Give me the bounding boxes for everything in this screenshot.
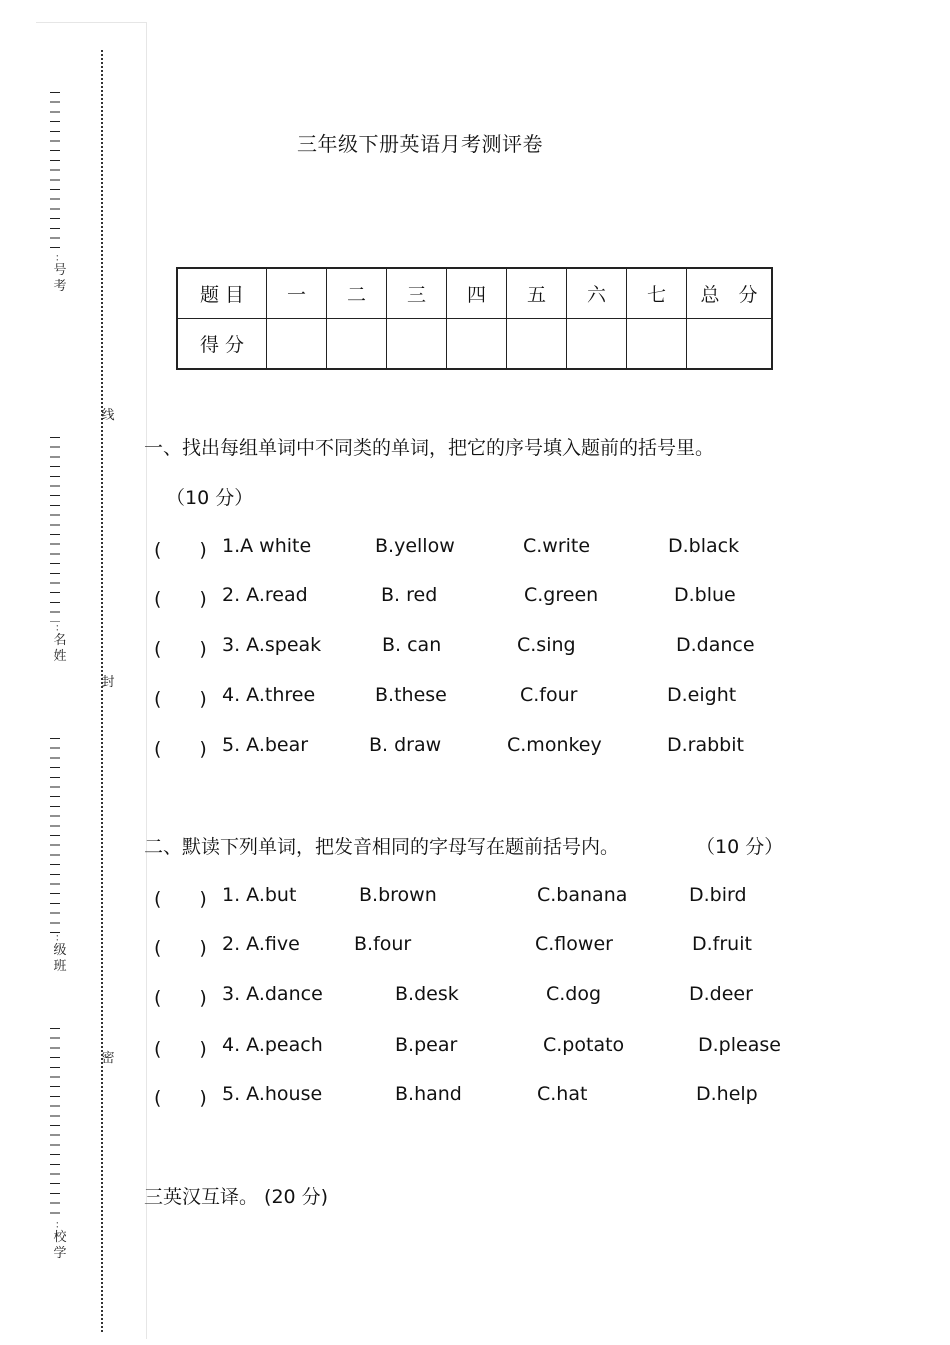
option-a: 4. A.peach <box>222 1034 323 1056</box>
option-a: 4. A.three <box>222 684 316 706</box>
score-cell-7[interactable] <box>627 319 687 370</box>
option-c: C.banana <box>537 884 628 906</box>
section-2-heading: 二、默读下列单词，把发音相同的字母写在题前括号内。 <box>144 836 620 858</box>
header-cell-7: 七 <box>627 268 687 319</box>
score-row-label: 得 分 <box>177 319 267 370</box>
header-cell-4: 四 <box>447 268 507 319</box>
option-c: C.sing <box>517 634 576 656</box>
header-cell-5: 五 <box>507 268 567 319</box>
score-table-header-row <box>177 268 772 319</box>
score-cell-2[interactable] <box>327 319 387 370</box>
seal-char-secret: 密 <box>101 1051 115 1066</box>
binding-dotted-line <box>101 50 103 1332</box>
header-cell-item: 题 目 <box>177 268 267 319</box>
answer-bracket[interactable]: ( ) <box>154 1038 207 1060</box>
option-a: 1. A.but <box>222 884 297 906</box>
option-d: D.help <box>696 1083 758 1105</box>
page-title: 三年级下册英语月考测评卷 <box>297 132 543 156</box>
seal-char-seal: 封 <box>101 675 115 690</box>
answer-bracket[interactable]: ( ) <box>154 638 207 660</box>
option-c: C.potato <box>543 1034 625 1056</box>
option-a: 2. A.read <box>222 584 308 606</box>
option-c: C.hat <box>537 1083 588 1105</box>
school-blank <box>50 1028 60 1218</box>
option-b: B.pear <box>395 1034 458 1056</box>
option-b: B.four <box>354 933 412 955</box>
section-2-points: （10 分） <box>696 836 784 858</box>
header-cell-1: 一 <box>267 268 327 319</box>
option-a: 5. A.bear <box>222 734 309 756</box>
answer-bracket[interactable]: ( ) <box>154 1087 207 1109</box>
score-table-score-row <box>177 319 772 370</box>
option-d: D.blue <box>674 584 736 606</box>
option-d: D.black <box>668 535 740 557</box>
option-b: B.these <box>375 684 447 706</box>
option-c: C.dog <box>546 983 602 1005</box>
header-cell-3: 三 <box>387 268 447 319</box>
option-d: D.bird <box>689 884 747 906</box>
option-b: B.yellow <box>375 535 455 557</box>
option-d: D.eight <box>667 684 737 706</box>
option-c: C.flower <box>535 933 613 955</box>
answer-bracket[interactable]: ( ) <box>154 937 207 959</box>
section-1-points: （10 分） <box>166 487 254 509</box>
option-c: C.green <box>524 584 599 606</box>
option-c: C.four <box>520 684 578 706</box>
option-b: B. red <box>381 584 438 606</box>
answer-bracket[interactable]: ( ) <box>154 888 207 910</box>
class-label: ： 级班 <box>53 933 67 974</box>
answer-bracket[interactable]: ( ) <box>154 987 207 1009</box>
option-d: D.rabbit <box>667 734 744 756</box>
header-cell-6: 六 <box>567 268 627 319</box>
answer-bracket[interactable]: ( ) <box>154 738 207 760</box>
option-b: B. draw <box>369 734 442 756</box>
option-a: 2. A.five <box>222 933 300 955</box>
option-b: B.desk <box>395 983 459 1005</box>
seal-char-line: 线 <box>101 408 115 423</box>
option-c: C.monkey <box>507 734 602 756</box>
score-cell-4[interactable] <box>447 319 507 370</box>
option-d: D.please <box>698 1034 781 1056</box>
answer-bracket[interactable]: ( ) <box>154 688 207 710</box>
option-b: B.hand <box>395 1083 462 1105</box>
exam-number-blank <box>50 92 60 252</box>
option-c: C.write <box>523 535 591 557</box>
score-cell-6[interactable] <box>567 319 627 370</box>
option-b: B. can <box>382 634 442 656</box>
option-a: 1.A white <box>222 535 312 557</box>
class-blank <box>50 738 60 933</box>
option-d: D.fruit <box>692 933 752 955</box>
option-a: 5. A.house <box>222 1083 323 1105</box>
score-cell-1[interactable] <box>267 319 327 370</box>
section-3-heading: 三英汉互译。 (20 分) <box>144 1186 329 1208</box>
score-cell-5[interactable] <box>507 319 567 370</box>
school-label: ： 校学 <box>53 1220 67 1261</box>
score-cell-total[interactable] <box>687 319 773 370</box>
name-blank <box>50 437 60 622</box>
option-b: B.brown <box>359 884 437 906</box>
name-label: ： 名姓 <box>53 623 67 664</box>
answer-bracket[interactable]: ( ) <box>154 539 207 561</box>
option-a: 3. A.speak <box>222 634 322 656</box>
option-a: 3. A.dance <box>222 983 323 1005</box>
score-table <box>176 267 773 370</box>
exam-number-label: ： 号考 <box>53 253 67 294</box>
answer-bracket[interactable]: ( ) <box>154 588 207 610</box>
score-cell-3[interactable] <box>387 319 447 370</box>
option-d: D.deer <box>689 983 753 1005</box>
header-cell-total: 总 分 <box>687 268 773 319</box>
option-d: D.dance <box>676 634 755 656</box>
header-cell-2: 二 <box>327 268 387 319</box>
section-1-heading: 一、找出每组单词中不同类的单词，把它的序号填入题前的括号里。 <box>144 437 715 459</box>
